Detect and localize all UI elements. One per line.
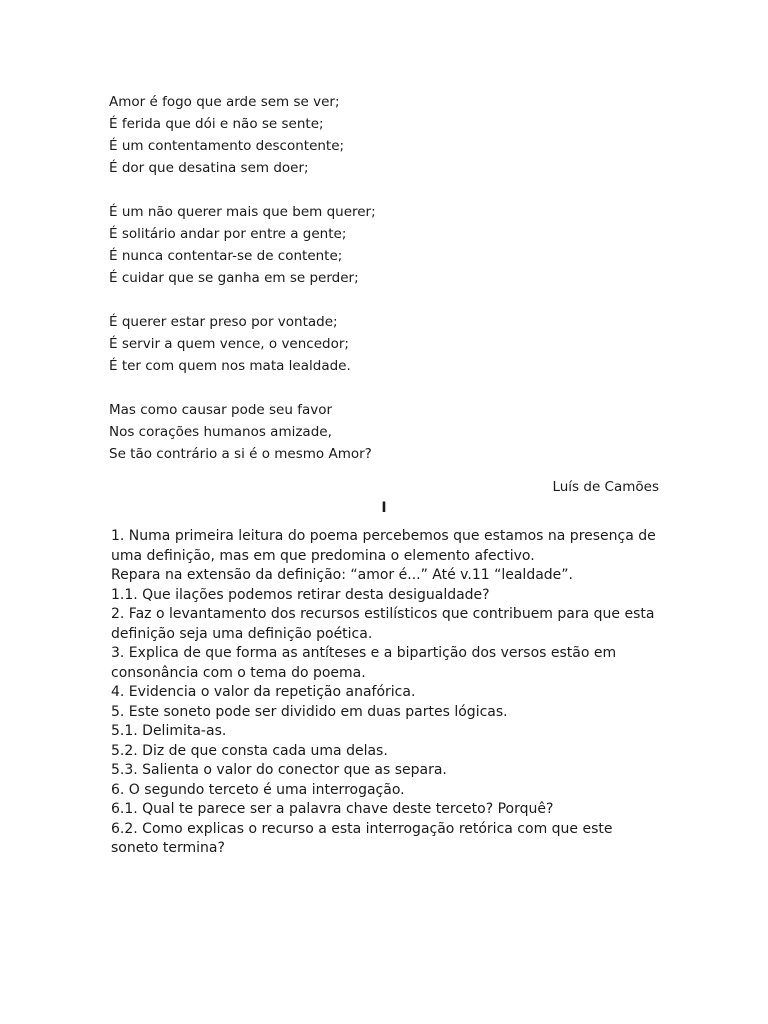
poem-verse: É um não querer mais que bem querer;: [109, 204, 376, 220]
poem-verse: É nunca contentar-se de contente;: [109, 248, 343, 264]
poem-verse: É cuidar que se ganha em se perder;: [109, 270, 359, 286]
question-item: 5.1. Delimita-as.: [111, 723, 227, 739]
question-item: 3. Explica de que forma as antíteses e a bipartição dos versos estão em consonância com o tema do poema.: [111, 645, 617, 681]
poem-verse: É solitário andar por entre a gente;: [109, 226, 347, 242]
poem-verse: Nos corações humanos amizade,: [109, 424, 332, 440]
question-item: 5. Este soneto pode ser dividido em duas partes lógicas.: [111, 703, 508, 720]
poem: [109, 91, 669, 465]
poem-verse: Amor é fogo que arde sem se ver;: [109, 94, 340, 110]
poem-stanza-4: [109, 399, 669, 465]
question-item: 5.2. Diz de que consta cada uma delas.: [111, 742, 388, 759]
poem-verse: É ferida que dói e não se sente;: [109, 116, 324, 132]
question-item: 6. O segundo terceto é uma interrogação.: [111, 781, 405, 798]
poem-verse: É um contentamento descontente;: [109, 138, 345, 154]
question-item: 2. Faz o levantamento dos recursos estilísticos que contribuem para que esta definição seja uma definição poética.: [111, 606, 655, 642]
poem-verse: É servir a quem vence, o vencedor;: [109, 336, 349, 352]
poem-verse: É querer estar preso por vontade;: [109, 314, 338, 330]
section-marker: I: [381, 500, 387, 516]
question-item: 4. Evidencia o valor da repetição anafórica.: [111, 684, 416, 700]
poem-verse: É ter com quem nos mata lealdade.: [109, 358, 351, 374]
question-item: 5.3. Salienta o valor do conector que as separa.: [111, 762, 447, 778]
poem-verse: Se tão contrário a si é o mesmo Amor?: [109, 446, 372, 462]
question-item: 6.1. Qual te parece ser a palavra chave deste terceto? Porquê?: [111, 801, 554, 817]
question-item: 1.1. Que ilações podemos retirar desta desigualdade?: [111, 586, 490, 603]
question-item: Repara na extensão da definição: “amor é...” Até v.11 “lealdade”.: [111, 567, 573, 583]
question-item: 1. Numa primeira leitura do poema percebemos que estamos na presença de uma definição, mas em que predomina o elemento afectivo.: [111, 528, 656, 564]
poem-stanza-2: [109, 201, 669, 289]
poem-stanza-1: [109, 91, 669, 179]
poem-verse: É dor que desatina sem doer;: [109, 160, 309, 176]
question-list: [111, 527, 663, 859]
poem-stanza-3: [109, 311, 669, 377]
poem-author: Luís de Camões: [552, 479, 659, 495]
question-item: 6.2. Como explicas o recurso a esta interrogação retórica com que este soneto termina?: [111, 820, 613, 856]
poem-verse: Mas como causar pode seu favor: [109, 402, 333, 418]
